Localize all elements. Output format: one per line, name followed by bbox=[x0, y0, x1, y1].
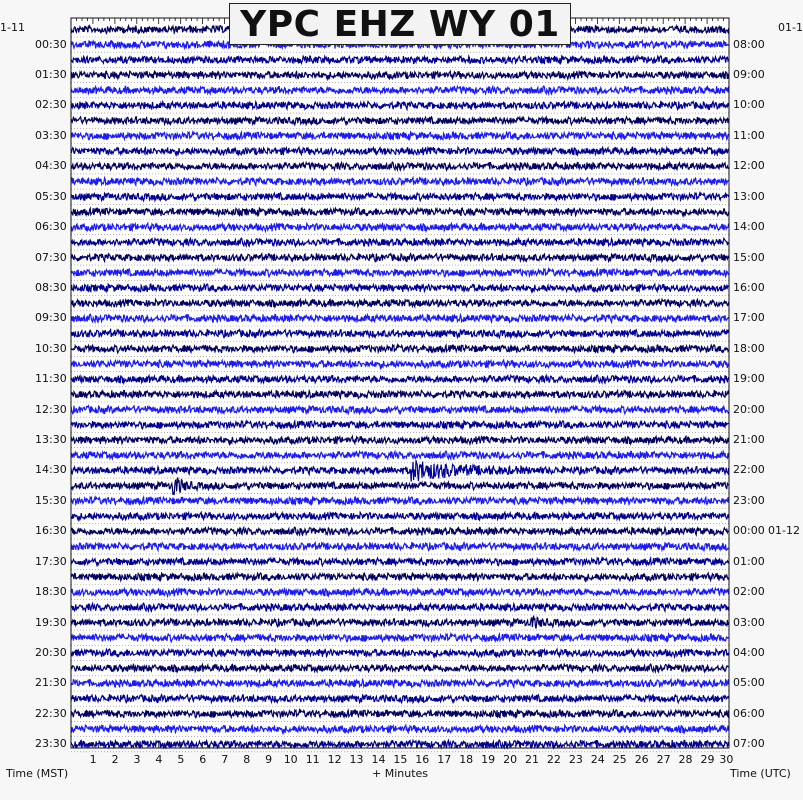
right-time-label: 10:00 bbox=[733, 98, 765, 112]
x-tick-label: 13 bbox=[349, 753, 364, 766]
x-tick-label: 11 bbox=[305, 753, 320, 766]
right-time-label: 08:00 bbox=[733, 37, 765, 51]
left-time-label: 06:30 bbox=[35, 220, 67, 234]
right-time-label: 22:00 bbox=[733, 463, 765, 477]
x-tick-label: 18 bbox=[459, 753, 474, 766]
x-tick-label: 28 bbox=[678, 753, 693, 766]
x-tick-label: 12 bbox=[327, 753, 342, 766]
right-time-label: 20:00 bbox=[733, 402, 765, 416]
x-tick-label: 23 bbox=[568, 753, 583, 766]
x-tick-label: 19 bbox=[481, 753, 496, 766]
left-time-label: 19:30 bbox=[35, 615, 67, 629]
left-time-label: 10:30 bbox=[35, 341, 67, 355]
left-time-label: 13:30 bbox=[35, 433, 67, 446]
left-time-label: 20:30 bbox=[35, 645, 67, 659]
left-time-label: 14:30 bbox=[35, 463, 67, 477]
x-tick-label: 2 bbox=[111, 753, 119, 766]
left-time-label: 17:30 bbox=[35, 554, 67, 568]
right-time-label: 15:00 bbox=[733, 250, 765, 264]
left-time-label: 00:30 bbox=[35, 37, 67, 51]
x-tick-label: 25 bbox=[612, 753, 627, 766]
left-time-label: 18:30 bbox=[35, 585, 67, 599]
left-time-label: 11:30 bbox=[35, 372, 67, 386]
x-tick-label: 5 bbox=[177, 753, 185, 766]
chart-title: YPC EHZ WY 01 bbox=[229, 3, 571, 45]
left-time-label: 04:30 bbox=[35, 159, 67, 173]
left-time-label: 23:30 bbox=[35, 737, 67, 751]
right-time-label: 02:00 bbox=[733, 585, 765, 599]
x-tick-label: 6 bbox=[199, 753, 207, 766]
x-tick-label: 22 bbox=[546, 753, 561, 766]
x-tick-label: 20 bbox=[503, 753, 518, 766]
left-axis-title: Time (MST) bbox=[6, 767, 69, 780]
right-time-label: 23:00 bbox=[733, 493, 765, 507]
left-date-label: 1-11 bbox=[0, 21, 25, 34]
right-time-label: 11:00 bbox=[733, 128, 765, 142]
x-tick-label: 16 bbox=[415, 753, 430, 766]
x-tick-label: 30 bbox=[719, 753, 734, 766]
left-time-label: 22:30 bbox=[35, 706, 67, 720]
x-tick-label: 21 bbox=[525, 753, 539, 766]
x-tick-label: 8 bbox=[243, 753, 251, 766]
right-time-label: 00:00 bbox=[733, 524, 765, 538]
right-time-label: 07:00 bbox=[733, 737, 765, 751]
right-time-label: 16:00 bbox=[733, 280, 765, 294]
x-tick-label: 14 bbox=[371, 753, 386, 766]
right-time-label: 01:00 bbox=[733, 554, 765, 568]
right-time-label: 09:00 bbox=[733, 68, 765, 81]
x-tick-label: 15 bbox=[393, 753, 408, 766]
right-time-label: 17:00 bbox=[733, 311, 765, 325]
left-time-label: 02:30 bbox=[35, 98, 67, 112]
x-tick-label: 27 bbox=[656, 753, 671, 766]
left-time-label: 01:30 bbox=[35, 68, 67, 81]
right-time-label: 21:00 bbox=[733, 433, 765, 446]
right-time-label: 03:00 bbox=[733, 615, 765, 629]
x-tick-label: 9 bbox=[265, 753, 273, 766]
right-time-label: 06:00 bbox=[733, 706, 765, 720]
x-tick-label: 17 bbox=[437, 753, 452, 766]
right-time-label: 13:00 bbox=[733, 189, 765, 203]
x-tick-label: 26 bbox=[634, 753, 649, 766]
x-tick-label: 10 bbox=[283, 753, 298, 766]
right-time-label: 12:00 bbox=[733, 159, 765, 173]
x-tick-label: 1 bbox=[89, 753, 97, 766]
x-tick-label: 4 bbox=[155, 753, 163, 766]
x-axis-title: + Minutes bbox=[372, 767, 429, 780]
x-tick-label: 3 bbox=[133, 753, 141, 766]
left-time-label: 12:30 bbox=[35, 402, 67, 416]
left-time-label: 07:30 bbox=[35, 250, 67, 264]
left-time-label: 05:30 bbox=[35, 189, 67, 203]
x-tick-label: 24 bbox=[590, 753, 605, 766]
left-time-label: 08:30 bbox=[35, 280, 67, 294]
x-tick-label: 7 bbox=[221, 753, 229, 766]
left-time-label: 03:30 bbox=[35, 128, 67, 142]
x-tick-label: 29 bbox=[700, 753, 715, 766]
right-time-label: 18:00 bbox=[733, 341, 765, 355]
right-time-label: 19:00 bbox=[733, 372, 765, 386]
left-time-label: 15:30 bbox=[35, 493, 67, 507]
left-time-label: 21:30 bbox=[35, 676, 67, 690]
right-time-label: 04:00 bbox=[733, 645, 765, 659]
right-time-label: 14:00 bbox=[733, 220, 765, 234]
left-time-label: 16:30 bbox=[35, 524, 67, 538]
right-time-label: 05:00 bbox=[733, 676, 765, 690]
right-axis-title: Time (UTC) bbox=[730, 767, 791, 780]
left-time-label: 09:30 bbox=[35, 311, 67, 325]
right-date-label: 01-1 bbox=[778, 21, 803, 34]
utc-day-change-label: 01-12 bbox=[768, 524, 800, 538]
